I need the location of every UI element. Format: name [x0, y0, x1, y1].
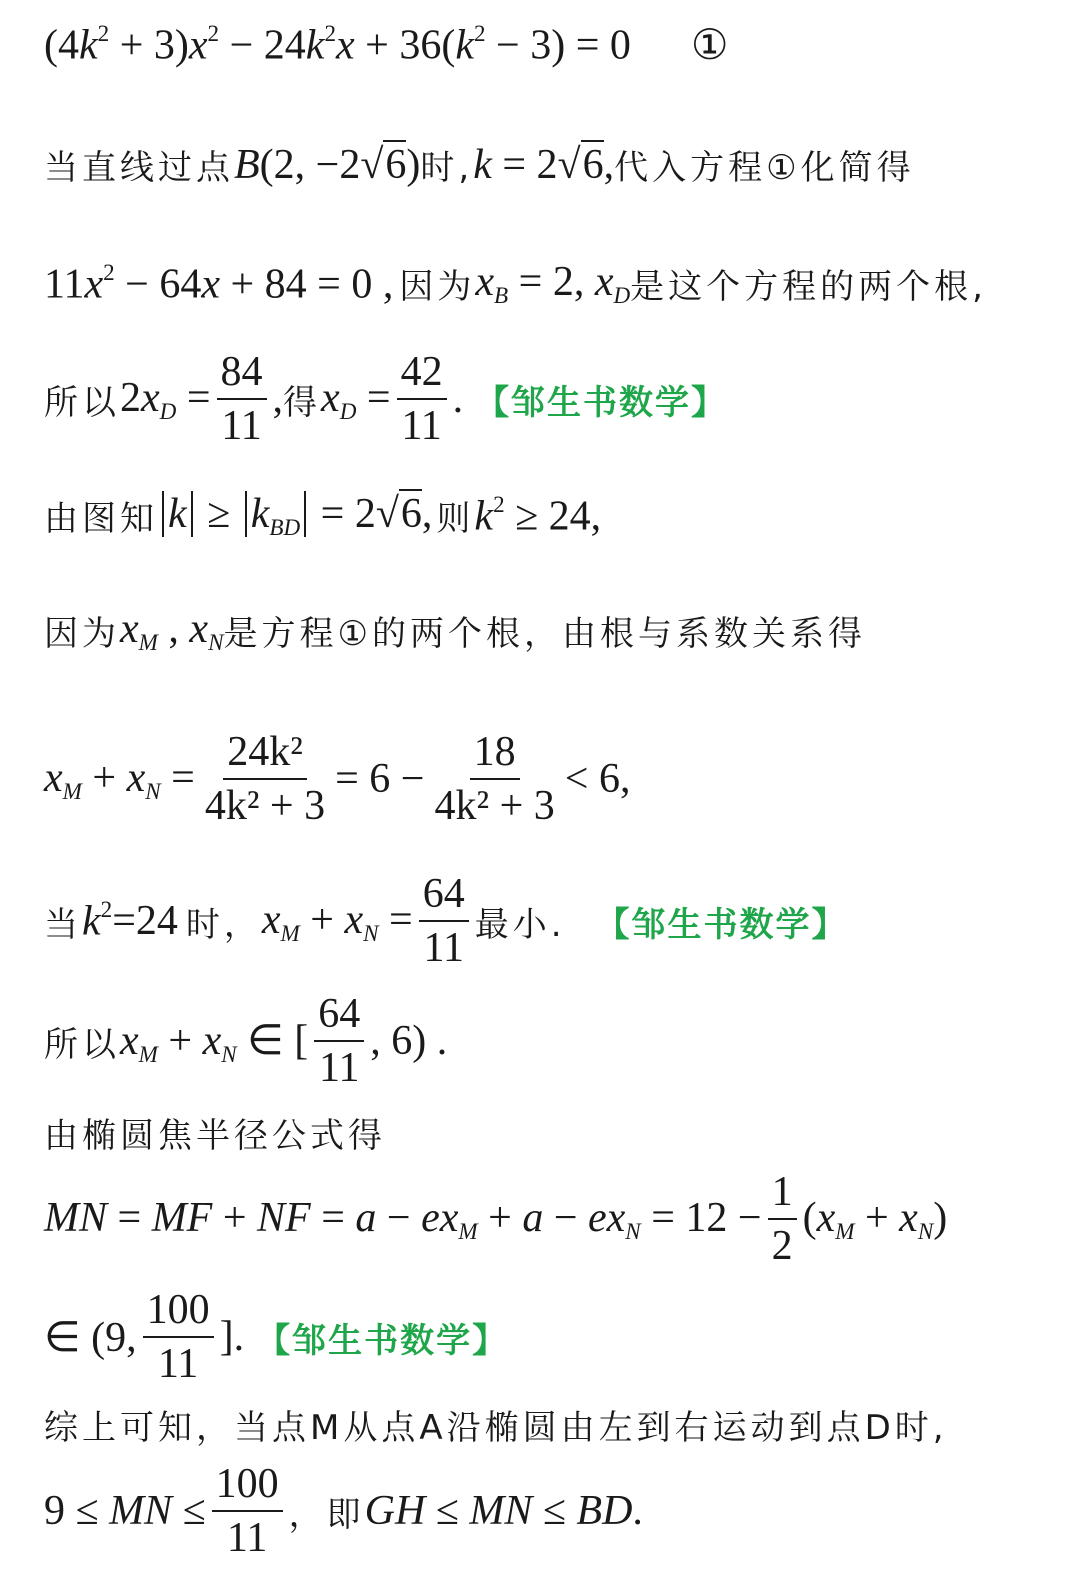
line-roots: 因为 $x_M$ , $x_N$ 是方程①的两个根，由根与系数关系得 [44, 606, 866, 656]
fraction-18: $\frac{18}{\text{4k² + 3}}$ [434, 729, 555, 830]
line-summary: 综上可知，当点M从点A沿椭圆由左到右运动到点D时, [44, 1408, 948, 1448]
fraction-64-11: $\frac{64}{11}$ [419, 872, 469, 970]
equation-1: $(4k^2 + 3)x^2 - 24k^2x + 36(k^2 - 3) = 0$ ① [44, 20, 729, 69]
fraction-100-11: $\frac{100}{11}$ [143, 1288, 214, 1386]
line-range: 所以 $x_M + x_N$ ∈ [ $\frac{64}{11}$ , 6) . [44, 991, 448, 1092]
line-conclusion: 9 ≤ MN ≤ $\frac{100}{11}$ ，即 GH ≤ MN ≤ BD. [44, 1461, 643, 1562]
fraction-24k2: $\frac{\text{24k²}}{\text{4k² + 3}}$ [204, 729, 326, 830]
line-xd: 所以 $2x_D$ = $\frac{84}{11}$ , 得 $x_D$ = $\frac{42}{11}$ . 【邹生书数学】 [44, 349, 728, 450]
brand-tag: 【邹生书数学】 [475, 382, 728, 423]
brand-tag: 【邹生书数学】 [256, 1320, 509, 1361]
line-mn-range: ∈ (9, $\frac{100}{11}$ ]. 【邹生书数学】 [44, 1287, 509, 1388]
brand-tag: 【邹生书数学】 [595, 904, 848, 945]
line-quadratic: $11x^2 - 64x + 84 = 0$ , 因为 $x_B = 2$, $x_D$ 是这个方程的两个根, [44, 258, 987, 309]
fraction-84-11: $\frac{84}{11}$ [217, 350, 267, 448]
equation-label: ① [690, 23, 729, 69]
fraction-100-11: $\frac{100}{11}$ [212, 1462, 283, 1560]
line-minimum: 当 $k^2$ =24 时， $x_M + x_N$ = $\frac{64}{11}$ 最小. 【邹生书数学】 [44, 871, 848, 972]
line-focal-radius: 由椭圆焦半径公式得 [44, 1116, 386, 1156]
line-mn: MN = MF + NF = $a - ex_M + a - ex_N = 12$ − $\frac{1}{2}$ $(x_M + x_N)$ [44, 1169, 948, 1270]
line-point-b: 当直线过点 B(2, −2√6) 时, k = 2√6, 代入方程①化简得 [44, 141, 915, 188]
fraction-1-2: $\frac{1}{2}$ [768, 1170, 797, 1268]
fraction-64-11: $\frac{64}{11}$ [314, 992, 364, 1090]
fraction-42-11: $\frac{42}{11}$ [397, 350, 447, 448]
line-slope: 由图知 $k \ge k_{BD} = 2√6$, 则 $k^2 \ge 24$, [44, 490, 602, 541]
line-sum-roots: $x_M + x_N$ = $\frac{\text{24k²}}{\text{4k² + 3}}$ = 6 − $\frac{18}{\text{4k² + 3}}$ < 6, [44, 729, 631, 830]
